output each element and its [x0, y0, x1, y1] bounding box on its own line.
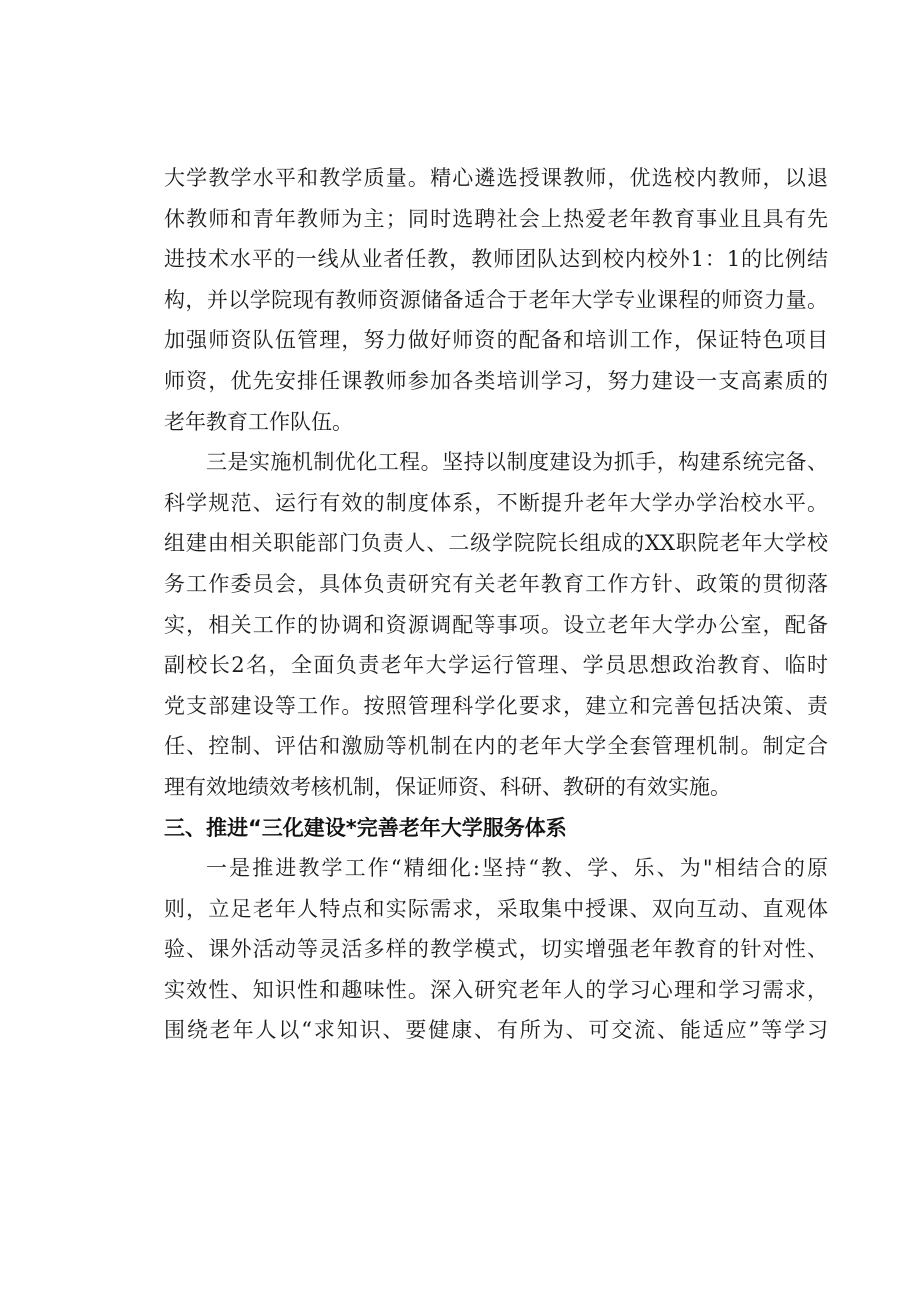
text-line: 一是推进教学工作“精细化:坚持“教、学、乐、为"相结合的原: [206, 856, 828, 881]
text-line: 则，立足老年人特点和实际需求，采取集中授课、双向互动、直观体: [164, 896, 828, 921]
text-line: 党支部建设等工作。按照管理科学化要求，建立和完善包括决策、责: [164, 693, 828, 718]
text-line: 休教师和青年教师为主；同时选聘社会上热爱老年教育事业且具有先: [164, 206, 828, 231]
text-line: 实，相关工作的协调和资源调配等事项。设立老年大学办公室，配备: [164, 612, 828, 637]
text-line: 实效性、知识性和趣味性。深入研究老年人的学习心理和学习需求，: [164, 977, 828, 1002]
text-line: 进技术水平的一线从业者任教，教师团队达到校内校外1：1的比例结: [164, 247, 828, 272]
text-line: 理有效地绩效考核机制，保证师资、科研、教研的有效实施。: [164, 774, 731, 799]
text-line: 老年教育工作队伍。: [164, 409, 353, 434]
text-line: 大学教学水平和教学质量。精心遴选授课教师，优选校内教师，以退: [164, 166, 828, 190]
text-line: 师资，优先安排任课教师参加各类培训学习，努力建设一支高素质的: [164, 368, 828, 393]
paragraph-teacher-team: [164, 158, 828, 442]
text-line: 务工作委员会，具体负责研究有关老年教育工作方针、政策的贯彻落: [164, 571, 828, 596]
text-line: 构，并以学院现有教师资源储备适合于老年大学专业课程的师资力量。: [164, 287, 828, 312]
document-body: [164, 158, 828, 1051]
text-line: 任、控制、评估和激励等机制在内的老年大学全套管理机制。制定合: [164, 734, 828, 759]
text-line: 三是实施机制优化工程。坚持以制度建设为抓手，构建系统完备、: [206, 450, 828, 475]
paragraph-teaching-refinement: [164, 848, 828, 1051]
text-line: 验、课外活动等灵活多样的教学模式，切实增强老年教育的针对性、: [164, 937, 828, 962]
section-heading: 三、推进“三化建设*完善老年大学服务体系: [164, 815, 567, 840]
text-line: 加强师资队伍管理，努力做好师资的配备和培训工作，保证特色项目: [164, 328, 828, 353]
paragraph-mechanism-optimization: [164, 442, 828, 807]
text-line: 副校长2名，全面负责老年大学运行管理、学员思想政治教育、临时: [164, 653, 828, 678]
text-line: 组建由相关职能部门负责人、二级学院院长组成的XX职院老年大学校: [164, 531, 828, 556]
text-line: 围绕老年人以“求知识、要健康、有所为、可交流、能适应”等学习: [164, 1018, 828, 1043]
text-line: 科学规范、运行有效的制度体系，不断提升老年大学办学治校水平。: [164, 490, 828, 515]
